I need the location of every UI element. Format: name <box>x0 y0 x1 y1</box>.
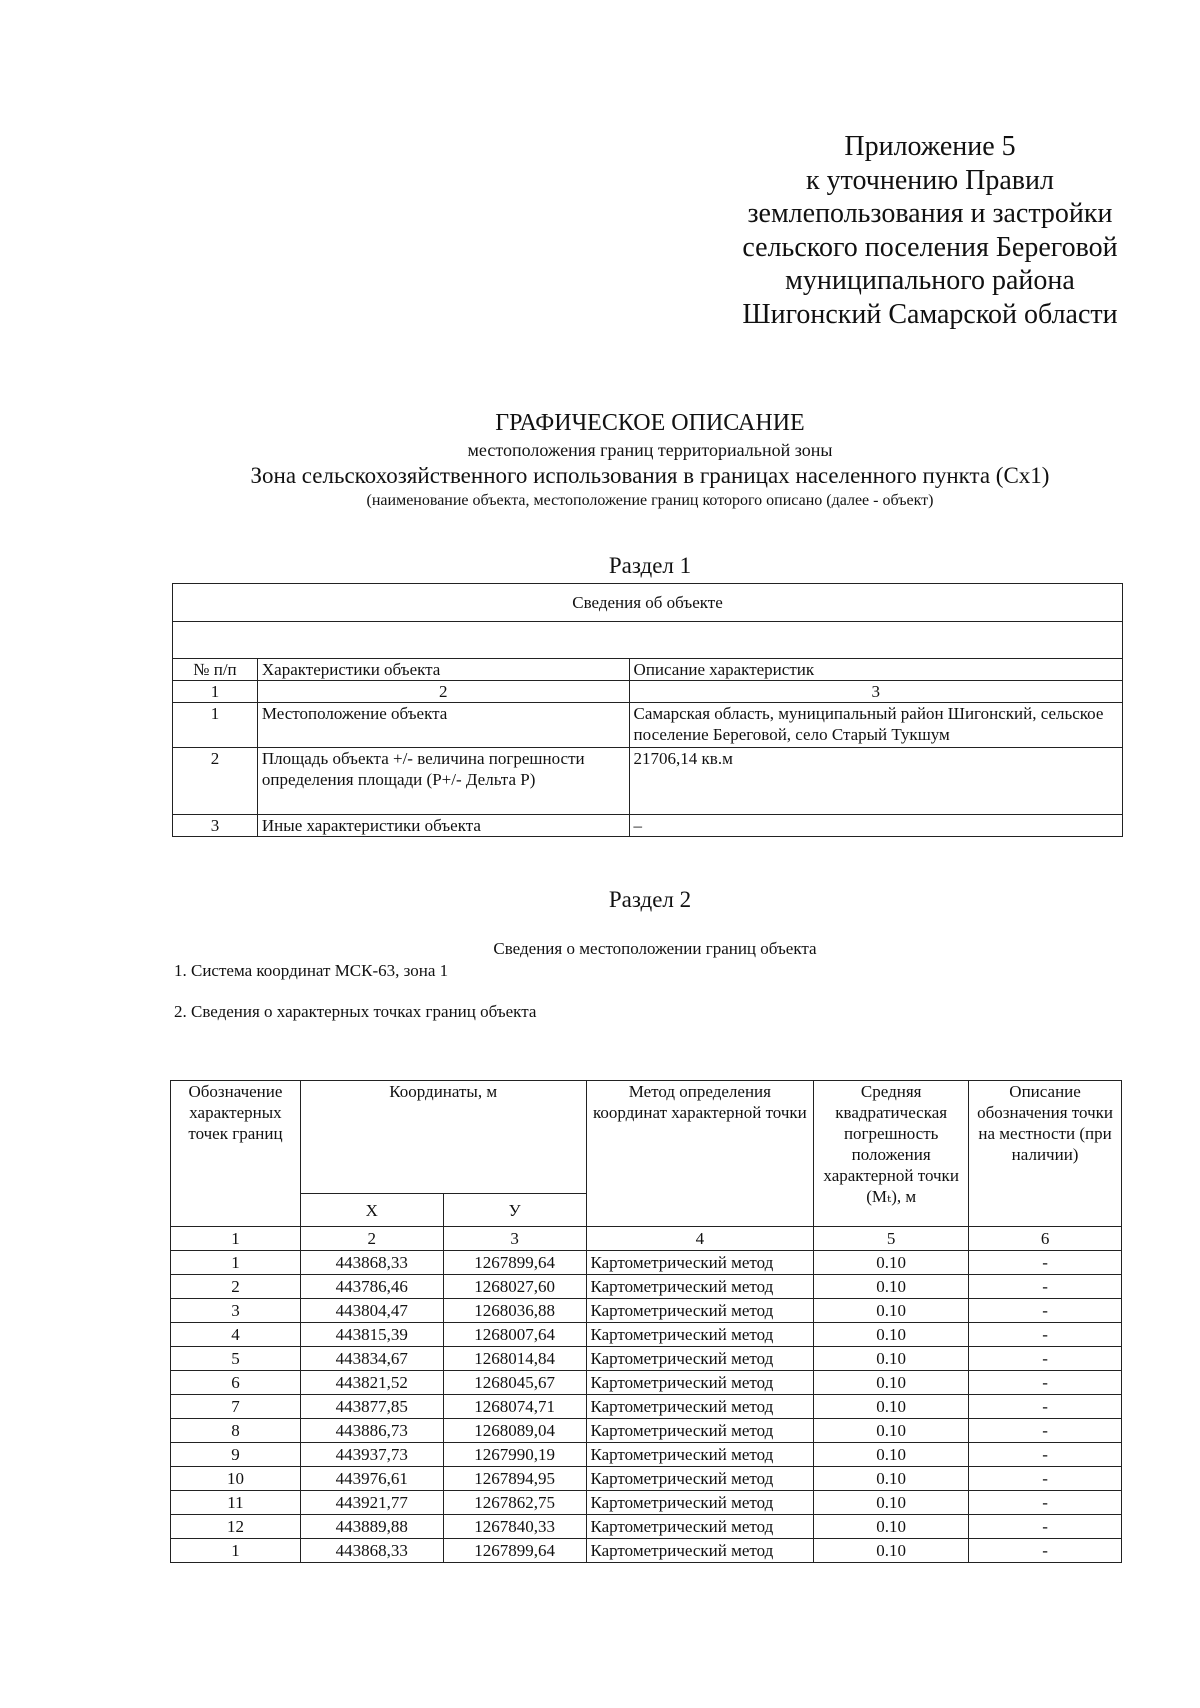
point-description: - <box>969 1395 1122 1419</box>
header-characteristic: Характеристики объекта <box>257 659 629 681</box>
method: Картометрический метод <box>586 1419 814 1443</box>
header-number: № п/п <box>173 659 258 681</box>
table-row <box>173 815 1123 837</box>
header-y: У <box>443 1194 586 1227</box>
method: Картометрический метод <box>586 1299 814 1323</box>
coord-x: 443937,73 <box>300 1443 443 1467</box>
coord-y: 1267840,33 <box>443 1515 586 1539</box>
coord-y: 1267899,64 <box>443 1539 586 1563</box>
method: Картометрический метод <box>586 1275 814 1299</box>
point-number: 4 <box>171 1323 301 1347</box>
boundary-points-table <box>170 1080 1122 1563</box>
coord-x: 443877,85 <box>300 1395 443 1419</box>
error-value: 0.10 <box>814 1443 969 1467</box>
point-description: - <box>969 1275 1122 1299</box>
appendix-heading <box>700 130 1160 331</box>
header-error: Средняя квадратическая погрешность положения характерной точки (Mₜ), м <box>814 1081 969 1227</box>
index-cell: 2 <box>300 1227 443 1251</box>
row-number: 2 <box>173 748 258 815</box>
table-row <box>171 1323 1122 1347</box>
point-number: 6 <box>171 1371 301 1395</box>
method: Картометрический метод <box>586 1515 814 1539</box>
method: Картометрический метод <box>586 1467 814 1491</box>
document-title-block <box>150 408 1150 512</box>
row-description: 21706,14 кв.м <box>629 748 1122 815</box>
row-characteristic: Местоположение объекта <box>257 703 629 748</box>
method: Картометрический метод <box>586 1539 814 1563</box>
table-title-row <box>173 584 1123 622</box>
point-description: - <box>969 1467 1122 1491</box>
error-value: 0.10 <box>814 1323 969 1347</box>
row-number: 3 <box>173 815 258 837</box>
coord-x: 443815,39 <box>300 1323 443 1347</box>
point-number: 8 <box>171 1419 301 1443</box>
table-spacer-cell <box>173 622 1123 659</box>
point-description: - <box>969 1515 1122 1539</box>
coord-y: 1267899,64 <box>443 1251 586 1275</box>
header-description: Описание обозначения точки на местности (при наличии) <box>969 1081 1122 1227</box>
coord-y: 1268036,88 <box>443 1299 586 1323</box>
point-number: 1 <box>171 1539 301 1563</box>
error-value: 0.10 <box>814 1539 969 1563</box>
coord-x: 443889,88 <box>300 1515 443 1539</box>
error-value: 0.10 <box>814 1347 969 1371</box>
coord-x: 443821,52 <box>300 1371 443 1395</box>
table-row <box>173 748 1123 815</box>
error-value: 0.10 <box>814 1467 969 1491</box>
index-cell: 1 <box>171 1227 301 1251</box>
points-title: 2. Сведения о характерных точках границ объекта <box>174 1002 537 1021</box>
error-value: 0.10 <box>814 1491 969 1515</box>
coord-x: 443786,46 <box>300 1275 443 1299</box>
row-characteristic: Иные характеристики объекта <box>257 815 629 837</box>
coord-y: 1268007,64 <box>443 1323 586 1347</box>
coord-y: 1268014,84 <box>443 1347 586 1371</box>
point-number: 11 <box>171 1491 301 1515</box>
table-row <box>171 1467 1122 1491</box>
error-value: 0.10 <box>814 1299 969 1323</box>
coord-y: 1268089,04 <box>443 1419 586 1443</box>
point-number: 12 <box>171 1515 301 1539</box>
header-description: Описание характеристик <box>629 659 1122 681</box>
section2-heading: Раздел 2 <box>608 887 692 912</box>
table-row <box>171 1443 1122 1467</box>
appendix-line: землепользования и застройки <box>747 198 1113 229</box>
table-header-row <box>173 659 1123 681</box>
point-number: 5 <box>171 1347 301 1371</box>
method: Картометрический метод <box>586 1251 814 1275</box>
zone-name-note: (наименование объекта, местоположение границ которого описано (далее - объект) <box>366 492 934 509</box>
table-row <box>171 1419 1122 1443</box>
row-number: 1 <box>173 703 258 748</box>
table-row <box>171 1251 1122 1275</box>
appendix-line: к уточнению Правил <box>806 164 1054 196</box>
error-value: 0.10 <box>814 1515 969 1539</box>
table-title: Сведения об объекте <box>173 584 1123 622</box>
point-number: 3 <box>171 1299 301 1323</box>
coord-x: 443921,77 <box>300 1491 443 1515</box>
appendix-line: сельского поселения Береговой <box>742 231 1118 263</box>
table-row <box>171 1539 1122 1563</box>
document-subtitle: местоположения границ территориальной зоны <box>467 440 833 460</box>
coord-x: 443834,67 <box>300 1347 443 1371</box>
table-row <box>171 1299 1122 1323</box>
point-number: 1 <box>171 1251 301 1275</box>
coord-x: 443976,61 <box>300 1467 443 1491</box>
table-header-row <box>171 1081 1122 1194</box>
appendix-line: Шигонский Самарской области <box>742 298 1118 330</box>
table-row <box>173 703 1123 748</box>
coordinate-system: 1. Система координат МСК-63, зона 1 <box>174 961 449 980</box>
coord-y: 1267862,75 <box>443 1491 586 1515</box>
error-value: 0.10 <box>814 1275 969 1299</box>
section2-subtitle: Сведения о местоположении границ объекта <box>493 939 817 958</box>
header-method: Метод определения координат характерной точки <box>586 1081 814 1227</box>
point-description: - <box>969 1251 1122 1275</box>
table-row <box>171 1491 1122 1515</box>
coord-y: 1268045,67 <box>443 1371 586 1395</box>
point-number: 9 <box>171 1443 301 1467</box>
method: Картометрический метод <box>586 1323 814 1347</box>
coord-x: 443868,33 <box>300 1539 443 1563</box>
point-description: - <box>969 1323 1122 1347</box>
point-description: - <box>969 1491 1122 1515</box>
row-characteristic: Площадь объекта +/- величина погрешности определения площади (Р+/- Дельта Р) <box>257 748 629 815</box>
points-table-body <box>171 1251 1122 1563</box>
table-row <box>171 1275 1122 1299</box>
error-value: 0.10 <box>814 1371 969 1395</box>
method: Картометрический метод <box>586 1491 814 1515</box>
header-x: X <box>300 1194 443 1227</box>
point-description: - <box>969 1443 1122 1467</box>
index-cell: 4 <box>586 1227 814 1251</box>
table-index-row <box>171 1227 1122 1251</box>
row-description: – <box>629 815 1122 837</box>
table-spacer-row <box>173 622 1123 659</box>
method: Картометрический метод <box>586 1347 814 1371</box>
error-value: 0.10 <box>814 1395 969 1419</box>
table-row <box>171 1395 1122 1419</box>
error-value: 0.10 <box>814 1419 969 1443</box>
method: Картометрический метод <box>586 1443 814 1467</box>
point-description: - <box>969 1419 1122 1443</box>
coord-y: 1267894,95 <box>443 1467 586 1491</box>
zone-name: Зона сельскохозяйственного использования в границах населенного пункта (Сх1) <box>250 463 1050 488</box>
object-info-table <box>172 583 1123 837</box>
header-point: Обозначение характерных точек границ <box>171 1081 301 1227</box>
index-cell: 6 <box>969 1227 1122 1251</box>
table-row <box>171 1515 1122 1539</box>
coord-y: 1268027,60 <box>443 1275 586 1299</box>
index-cell: 2 <box>257 681 629 703</box>
index-cell: 1 <box>173 681 258 703</box>
section1-heading: Раздел 1 <box>608 553 692 578</box>
point-description: - <box>969 1539 1122 1563</box>
document-title: ГРАФИЧЕСКОЕ ОПИСАНИЕ <box>495 410 805 436</box>
point-description: - <box>969 1371 1122 1395</box>
point-description: - <box>969 1299 1122 1323</box>
table-row <box>171 1347 1122 1371</box>
point-number: 10 <box>171 1467 301 1491</box>
appendix-line: Приложение 5 <box>844 131 1016 162</box>
index-cell: 3 <box>443 1227 586 1251</box>
point-description: - <box>969 1347 1122 1371</box>
point-number: 7 <box>171 1395 301 1419</box>
error-value: 0.10 <box>814 1251 969 1275</box>
index-cell: 3 <box>629 681 1122 703</box>
row-description: Самарская область, муниципальный район Шигонский, сельское поселение Береговой, село Старый Тукшум <box>629 703 1122 748</box>
method: Картометрический метод <box>586 1395 814 1419</box>
table-row <box>171 1371 1122 1395</box>
coord-y: 1267990,19 <box>443 1443 586 1467</box>
coord-x: 443886,73 <box>300 1419 443 1443</box>
header-coords: Координаты, м <box>300 1081 586 1194</box>
coord-y: 1268074,71 <box>443 1395 586 1419</box>
point-number: 2 <box>171 1275 301 1299</box>
appendix-line: муниципального района <box>785 265 1075 296</box>
method: Картометрический метод <box>586 1371 814 1395</box>
coord-x: 443868,33 <box>300 1251 443 1275</box>
index-cell: 5 <box>814 1227 969 1251</box>
coord-x: 443804,47 <box>300 1299 443 1323</box>
table-index-row <box>173 681 1123 703</box>
